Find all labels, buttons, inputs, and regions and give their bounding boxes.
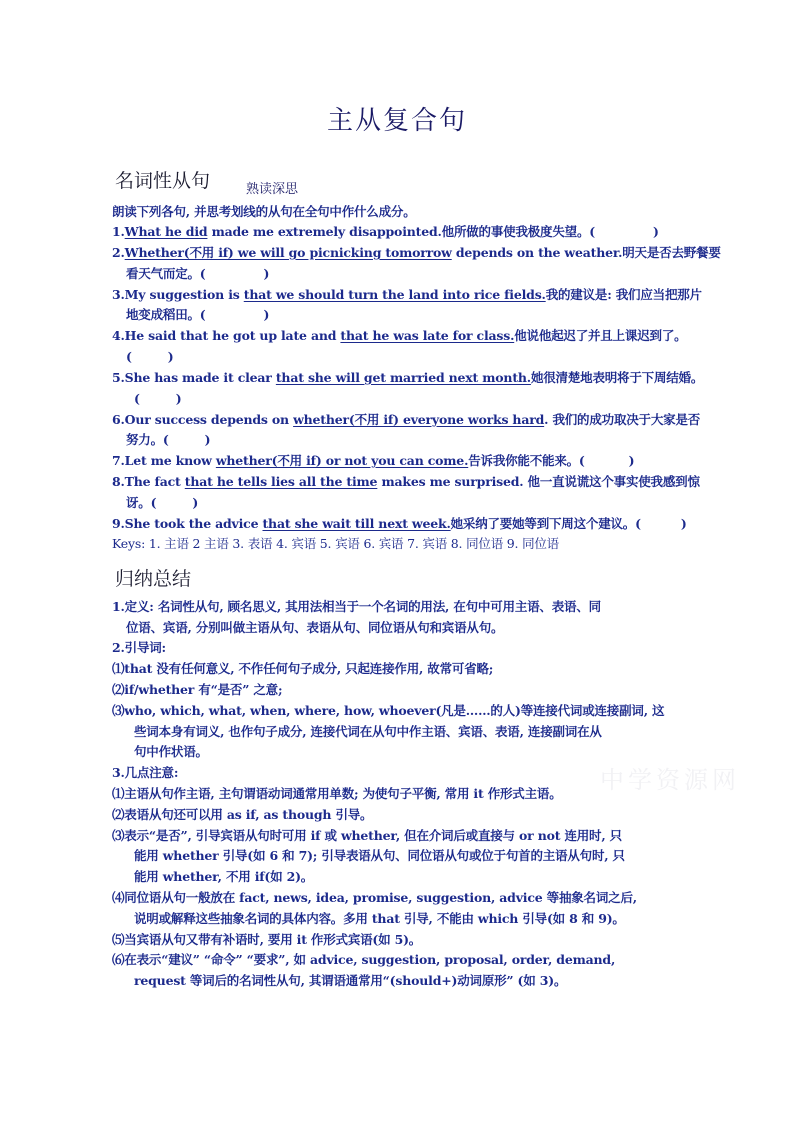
underlined-clause: that she will get married next month. [275, 370, 531, 385]
summary-line: 能用 whether, 不用 if(如 2)。 [134, 869, 314, 884]
summary-line: ⑷同位语从句一般放在 fact, news, idea, promise, suggestion, advice 等抽象名词之后, [112, 890, 637, 905]
summary-line: ⑴that 没有任何意义, 不作任何句子成分, 只起连接作用, 故常可省略; [112, 661, 494, 676]
summary-line: 位语、宾语, 分别叫做主语从句、表语从句、同位语从句和宾语从句。 [126, 620, 504, 635]
underlined-clause: Whether(不用 if) we will go picnicking tomorrow [124, 245, 452, 260]
summary-line: ⑴主语从句作主语, 主句谓语动词通常用单数; 为使句子平衡, 常用 it 作形式主语。 [112, 786, 562, 801]
summary-line: ⑶表示“是否”, 引导宾语从句时可用 if 或 whether, 但在介词后或直接与 or not 连用时, 只 [112, 828, 622, 843]
summary-line: ⑸当宾语从句又带有补语时, 要用 it 作形式宾语(如 5)。 [112, 932, 422, 947]
sentence-5-cont: ( ) [134, 391, 182, 406]
section-heading-summary: 归纳总结 [115, 568, 192, 590]
summary-line: 2.引导词: [112, 640, 166, 655]
summary-line: 1.定义: 名词性从句, 顾名思义, 其用法相当于一个名词的用法, 在句中可用主语、表语、同 [112, 599, 601, 614]
sentence-4: 4.He said that he got up late and that he was late for class.他说他起迟了并且上课迟到了。 [112, 328, 687, 343]
page-title: 主从复合句 [326, 106, 467, 136]
underlined-clause: whether(不用 if) or not you can come. [215, 453, 469, 468]
sentence-1: 1.What he did made me extremely disappointed.他所做的事使我极度失望。( ) [112, 224, 659, 239]
summary-line: request 等词后的名词性从句, 其谓语通常用“(should+)动词原形” (如 3)。 [134, 973, 567, 988]
sentence-6: 6.Our success depends on whether(不用 if) everyone works hard. 我们的成功取决于大家是否 [112, 412, 701, 427]
summary-line: ⑵表语从句还可以用 as if, as though 引导。 [112, 807, 373, 822]
sentence-9: 9.She took the advice that she wait till next week.她采纳了要她等到下周这个建议。( ) [112, 516, 687, 531]
underlined-clause: that he tells lies all the time [184, 474, 378, 489]
sentence-6-cont: 努力。( ) [126, 432, 211, 447]
sentence-7: 7.Let me know whether(不用 if) or not you can come.告诉我你能不能来。( ) [112, 453, 635, 468]
sentence-8-cont: 讶。( ) [126, 495, 199, 510]
summary-line: ⑵if/whether 有“是否” 之意; [112, 682, 283, 697]
sentence-8: 8.The fact that he tells lies all the time makes me surprised. 他一直说谎这个事实使我感到惊 [112, 474, 700, 489]
underlined-clause: that he was late for class. [340, 328, 515, 343]
summary-line: 能用 whether 引导(如 6 和 7); 引导表语从句、同位语从句或位于句首的主语从句时, 只 [134, 848, 625, 863]
watermark: 中学资源网 [600, 766, 740, 794]
sentence-3-cont: 地变成稻田。( ) [126, 307, 270, 322]
sentence-2-cont: 看天气而定。( ) [126, 266, 270, 281]
summary-line: ⑹在表示“建议” “命令” “要求”, 如 advice, suggestion, proposal, order, demand, [112, 952, 616, 967]
underlined-clause: that she wait till next week. [262, 516, 451, 531]
sentence-5: 5.She has made it clear that she will get married next month.她很清楚地表明将于下周结婚。 [112, 370, 704, 385]
sentence-3: 3.My suggestion is that we should turn the land into rice fields.我的建议是: 我们应当把那片 [112, 287, 702, 302]
section-heading-noun-clause: 名词性从句 [115, 170, 211, 192]
sentence-2: 2.Whether(不用 if) we will go picnicking tomorrow depends on the weather.明天是否去野餐要 [112, 245, 721, 260]
summary-line: 些词本身有词义, 也作句子成分, 连接代词在从句中作主语、宾语、表语, 连接副词在从 [134, 724, 602, 739]
underlined-clause: that we should turn the land into rice fields. [243, 287, 546, 302]
underlined-clause: What he did [124, 224, 208, 239]
sentence-4-cont: ( ) [126, 349, 174, 364]
section-note: 熟读深思 [246, 182, 299, 197]
answer-keys: Keys: 1. 主语 2 主语 3. 表语 4. 宾语 5. 宾语 6. 宾语 7. 宾语 8. 同位语 9. 同位语 [112, 536, 559, 551]
instruction-text: 朗读下列各句, 并思考划线的从句在全句中作什么成分。 [112, 204, 416, 219]
summary-line: 句中作状语。 [134, 744, 208, 759]
summary-line: 说明或解释这些抽象名词的具体内容。多用 that 引导, 不能由 which 引导(如 8 和 9)。 [134, 911, 625, 926]
underlined-clause: whether(不用 if) everyone works hard [293, 412, 545, 427]
summary-line: 3.几点注意: [112, 765, 179, 780]
summary-line: ⑶who, which, what, when, where, how, whoever(凡是……的人)等连接代词或连接副词, 这 [112, 703, 665, 718]
